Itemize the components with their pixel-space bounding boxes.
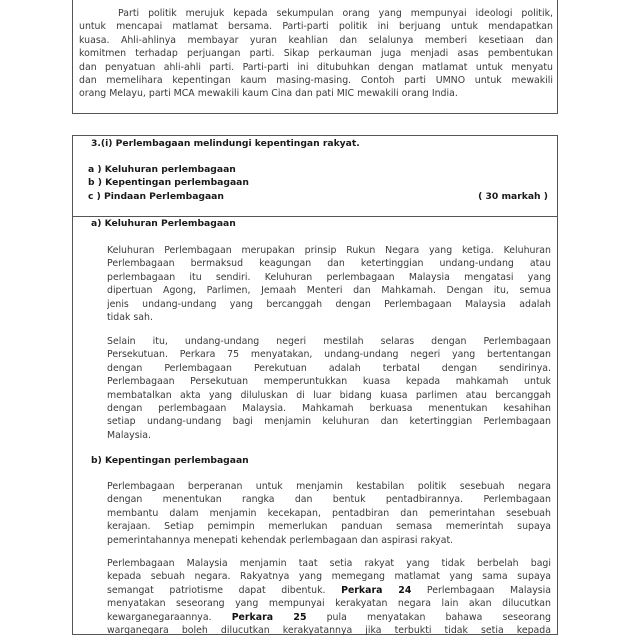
text-line: dan penyatuan ahli-ahli parti. Parti-parti ini ditubuhkan dengan matlamat untuk menyatu bbox=[79, 61, 553, 73]
section-a-paragraph-1 bbox=[107, 244, 551, 324]
text-line: Perlembagaan Persekutuan memperuntukkan kuasa kepada mahkamah untuk bbox=[107, 376, 551, 388]
question-title: 3.(i) Perlembagaan melindungi kepentingan rakyat. bbox=[91, 138, 360, 149]
text-line: orang Melayu, parti MCA mewakili kaum Cina dan pati MIC mewakili orang India. bbox=[79, 88, 458, 100]
article-24: Perkara 24 bbox=[341, 584, 412, 596]
text-line: Keluhuran Perlembagaan merupakan prinsip Rukun Negara yang ketiga. Keluhuran bbox=[107, 245, 551, 256]
text-line: Persekutuan. Perkara 75 menyatakan, undang-undang negeri yang bertentangan bbox=[107, 349, 551, 361]
text-line: dengan perlembagaan Malaysia. Mahkamah berkuasa menentukan kesahihan bbox=[107, 402, 551, 414]
section-b-paragraph-2: Perlembagaan Malaysia menjamin taat setia rakyat yang tidak berbelah bagi kepada sebuah negara. Rakyatnya yang memegang matlamat yang sama supaya semangat patriotisme dapat dibentuk. Perkara 24 Perlembagaan Malaysia menyatakan seseorang yang mempunyai kerakyatan negara lain akan dilucutkan kewarganegaraannya. Perkara 25 pula menyatakan bahawa seseorang warganegara boleh dilucutkan kerakyatannya jika terbukti tidak setia kepada bbox=[107, 558, 551, 636]
question-box bbox=[72, 135, 558, 635]
text-line: dan memelihara kepentingan kaum masing-masing. Contoh parti UMNO untuk mewakili bbox=[79, 74, 553, 86]
text-line: dengan Perlembagaan Perekutuan adalah terbatal dengan sendirinya. bbox=[107, 362, 551, 374]
section-b-paragraph-1 bbox=[107, 480, 551, 547]
text-line: setiap undang-undang bagi menjamin keluhuran dan ketertinggian Perlembagaan bbox=[107, 416, 551, 428]
divider bbox=[73, 216, 557, 217]
section-b-heading: b) Kepentingan perlembagaan bbox=[91, 455, 249, 466]
question-item-a: a ) Keluhuran perlembagaan bbox=[88, 164, 236, 175]
intro-paragraph bbox=[79, 7, 553, 101]
text-line: untuk mencapai matlamat bersama. Parti-parti politik ini berjuang untuk mendapatkan bbox=[79, 21, 553, 33]
section-a-heading: a) Keluhuran Perlembagaan bbox=[91, 218, 236, 229]
text-line: tidak sah. bbox=[107, 311, 153, 323]
text-line: jenis undang-undang yang bercanggah dengan Perlembagaan Malaysia adalah bbox=[107, 298, 551, 310]
text-line: pemerintahannya menepati kehendak perlembagaan dan aspirasi rakyat. bbox=[107, 534, 454, 546]
text-line: komitmen terhadap perjuangan parti. Sikap perkauman juga menjadi asas pembentukan bbox=[79, 48, 553, 60]
text-line: Selain itu, undang-undang negeri mestilah selaras dengan Perlembagaan bbox=[107, 336, 551, 347]
text-line: Parti politik merujuk kepada sekumpulan orang yang mempunyai ideologi politik, bbox=[118, 8, 553, 19]
question-item-b: b ) Kepentingan perlembagaan bbox=[88, 177, 249, 188]
text-line: perlembagaan itu sendiri. Keluhuran perlembagaan Malaysia mengatasi yang bbox=[107, 271, 551, 283]
section-a-paragraph-2 bbox=[107, 335, 551, 442]
text-line: kerajaan. Setiap pemimpin memerlukan panduan semasa memerintah supaya bbox=[107, 521, 551, 533]
text-line: dengan menentukan rangka dan bentuk pentadbirannya. Perlembagaan bbox=[107, 494, 551, 506]
text-line: kuasa. Ahli-ahlinya membayar yuran keahlian dan selalunya memberi kesetiaan dan bbox=[79, 34, 553, 46]
text-line: dipertuan Agong, Parlimen, Jemaah Menteri dan Mahkamah. Dengan itu, semua bbox=[107, 285, 551, 297]
text-line: Malaysia. bbox=[107, 429, 151, 441]
question-item-c: c ) Pindaan Perlembagaan bbox=[88, 191, 224, 202]
text-line: membatalkan akta yang diluluskan di luar bidang kuasa parlimen atau bercanggah bbox=[107, 389, 551, 401]
question-marks: ( 30 markah ) bbox=[478, 191, 548, 202]
intro-box bbox=[72, 0, 558, 114]
text-line: Perlembagaan berperanan untuk menjamin kestabilan politik sesebuah negara bbox=[107, 481, 551, 492]
article-25: Perkara 25 bbox=[231, 611, 307, 623]
text-line: Perlembagaan bermaksud keagungan dan ketertinggian undang-undang atau bbox=[107, 258, 551, 270]
text-line: membantu dalam menjamin kecekapan, pentadbiran dan pemerintahan sesebuah bbox=[107, 507, 551, 519]
